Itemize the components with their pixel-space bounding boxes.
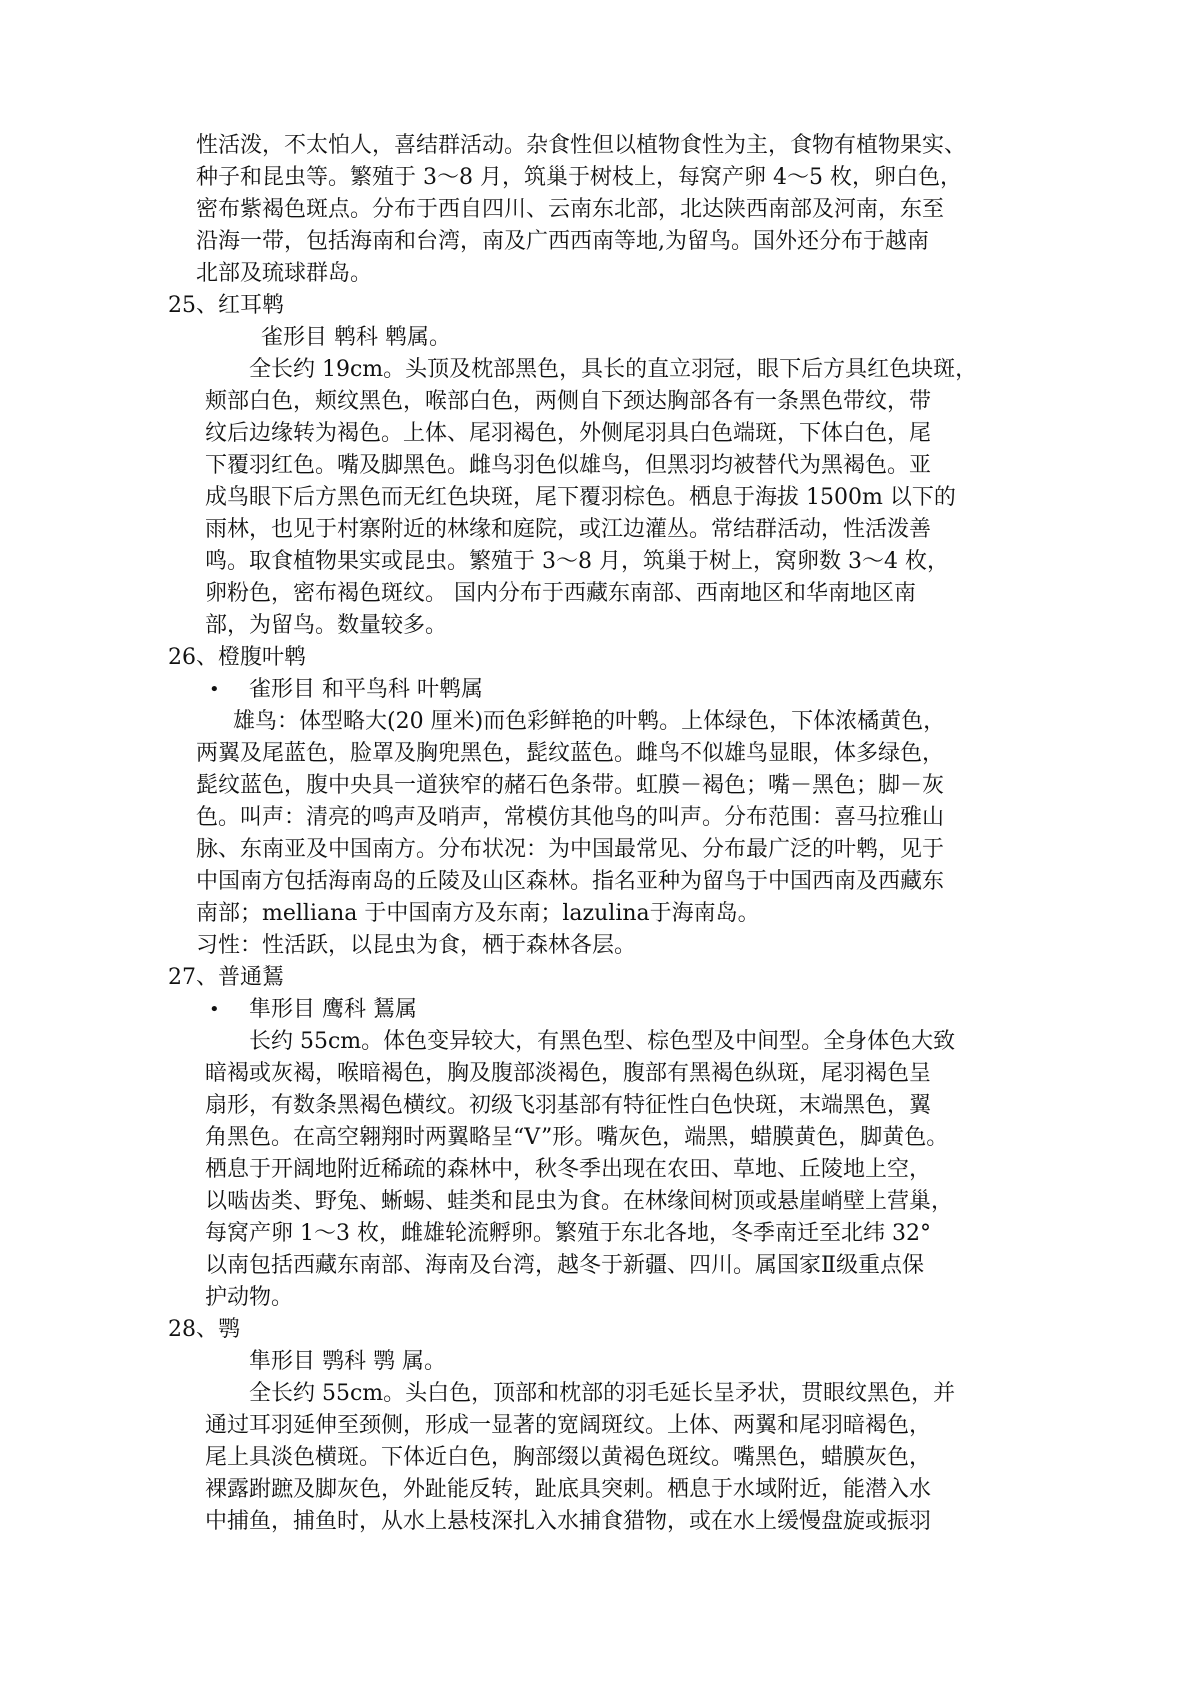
entry-28-line-2: 通过耳羽延伸至颈侧，形成一显著的宽阔斑纹。上体、两翼和尾羽暗褐色， (205, 1413, 932, 1438)
intro-line-3: 密布紫褐色斑点。分布于西自四川、云南东北部，北达陕西南部及河南，东至 (196, 197, 945, 222)
entry-27-line-6: 以啮齿类、野兔、蜥蜴、蛙类和昆虫为食。在林缘间树顶或悬崖峭壁上营巢， (205, 1189, 954, 1214)
entry-28-line-5: 中捕鱼，捕鱼时，从水上悬枝深扎入水捕食猎物，或在水上缓慢盘旋或振羽 (205, 1509, 932, 1534)
entry-25-line-7: 鸣。取食植物果实或昆虫。繁殖于 3～8 月，筑巢于树上，窝卵数 3～4 枚， (205, 549, 949, 574)
entry-26-line-1: 雄鸟：体型略大(20 厘米)而色彩鲜艳的叶鹎。上体绿色，下体浓橘黄色， (233, 709, 946, 734)
entry-26-line-4: 色。叫声：清亮的鸣声及哨声，常模仿其他鸟的叫声。分布范围：喜马拉雅山 (196, 805, 945, 830)
entry-27-line-8: 以南包括西藏东南部、海南及台湾，越冬于新疆、四川。属国家Ⅱ级重点保 (205, 1253, 924, 1278)
entry-27-line-2: 暗褐或灰褐，喉暗褐色，胸及腹部淡褐色，腹部有黑褐色纵斑，尾羽褐色呈 (205, 1061, 932, 1086)
intro-line-5: 北部及琉球群岛。 (196, 261, 373, 286)
intro-line-4: 沿海一带，包括海南和台湾，南及广西西南等地,为留鸟。国外还分布于越南 (196, 229, 929, 254)
entry-25-line-8: 卵粉色，密布褐色斑纹。 国内分布于西藏东南部、西南地区和华南地区南 (205, 581, 916, 606)
entry-27-line-4: 角黑色。在高空翱翔时两翼略呈“V”形。嘴灰色，端黑，蜡膜黄色，脚黄色。 (205, 1125, 949, 1150)
entry-27-line-5: 栖息于开阔地附近稀疏的森林中，秋冬季出现在农田、草地、丘陵地上空， (205, 1157, 932, 1182)
entry-26-line-8: 习性：性活跃，以昆虫为食，栖于森林各层。 (196, 933, 637, 958)
intro-line-1: 性活泼，不太怕人，喜结群活动。杂食性但以植物食性为主，食物有植物果实、 (196, 133, 967, 158)
entry-heading: 27、普通鵟 (168, 965, 284, 990)
entry-25-line-2: 颊部白色，颊纹黑色，喉部白色，两侧自下颈达胸部各有一条黑色带纹，带 (205, 389, 932, 414)
entry-28-line-3: 尾上具淡色横斑。下体近白色，胸部缀以黄褐色斑纹。嘴黑色，蜡膜灰色， (205, 1445, 932, 1470)
entry-25-line-6: 雨林，也见于村寨附近的林缘和庭院，或江边灌丛。常结群活动，性活泼善 (205, 517, 932, 542)
entry-28-line-1: 全长约 55cm。头白色，顶部和枕部的羽毛延长呈矛状，贯眼纹黑色，并 (249, 1381, 956, 1406)
entry-26-line-3: 髭纹蓝色，腹中央具一道狭窄的赭石色条带。虹膜－褐色；嘴－黑色；脚－灰 (196, 773, 945, 798)
entry-25-line-1: 全长约 19cm。头顶及枕部黑色，具长的直立羽冠，眼下后方具红色块斑， (249, 357, 978, 382)
intro-line-2: 种子和昆虫等。繁殖于 3～8 月，筑巢于树枝上，每窝产卵 4～5 枚，卵白色， (196, 165, 962, 190)
bullet-marker: • (209, 999, 220, 1020)
entry-25-line-5: 成鸟眼下后方黑色而无红色块斑，尾下覆羽棕色。栖息于海拔 1500m 以下的 (205, 485, 956, 510)
entry-26-line-6: 中国南方包括海南岛的丘陵及山区森林。指名亚种为留鸟于中国西南及西藏东 (196, 869, 945, 894)
entry-28-line-4: 裸露跗蹠及脚灰色，外趾能反转，趾底具突刺。栖息于水域附近，能潜入水 (205, 1477, 932, 1502)
entry-27-line-9: 护动物。 (205, 1285, 294, 1310)
taxonomy-line: 雀形目 和平鸟科 叶鹎属 (249, 677, 483, 702)
entry-25-line-4: 下覆羽红色。嘴及脚黑色。雌鸟羽色似雄鸟，但黑羽均被替代为黑褐色。亚 (205, 453, 932, 478)
entry-26-line-7: 南部；melliana 于中国南方及东南；lazulina于海南岛。 (196, 901, 760, 926)
entry-26-line-5: 脉、东南亚及中国南方。分布状况：为中国最常见、分布最广泛的叶鹎，见于 (196, 837, 945, 862)
entry-25-line-9: 部，为留鸟。数量较多。 (205, 613, 448, 638)
entry-27-line-1: 长约 55cm。体色变异较大，有黑色型、棕色型及中间型。全身体色大致 (249, 1029, 956, 1054)
taxonomy-line: 雀形目 鹎科 鹎属。 (261, 325, 451, 350)
entry-heading: 26、橙腹叶鹎 (168, 645, 306, 670)
entry-25-line-3: 纹后边缘转为褐色。上体、尾羽褐色，外侧尾羽具白色端斑，下体白色，尾 (205, 421, 932, 446)
bullet-marker: • (209, 679, 220, 700)
entry-26-line-2: 两翼及尾蓝色，脸罩及胸兜黑色，髭纹蓝色。雌鸟不似雄鸟显眼，体多绿色， (196, 741, 945, 766)
entry-27-line-3: 扇形，有数条黑褐色横纹。初级飞羽基部有特征性白色快斑，末端黑色，翼 (205, 1093, 932, 1118)
taxonomy-line: 隼形目 鹗科 鹗 属。 (249, 1349, 446, 1374)
entry-heading: 25、红耳鹎 (168, 293, 284, 318)
taxonomy-line: 隼形目 鹰科 鵟属 (249, 997, 417, 1022)
entry-27-line-7: 每窝产卵 1～3 枚，雌雄轮流孵卵。繁殖于东北各地，冬季南迁至北纬 32° (205, 1221, 931, 1246)
entry-heading: 28、鹗 (168, 1317, 240, 1342)
